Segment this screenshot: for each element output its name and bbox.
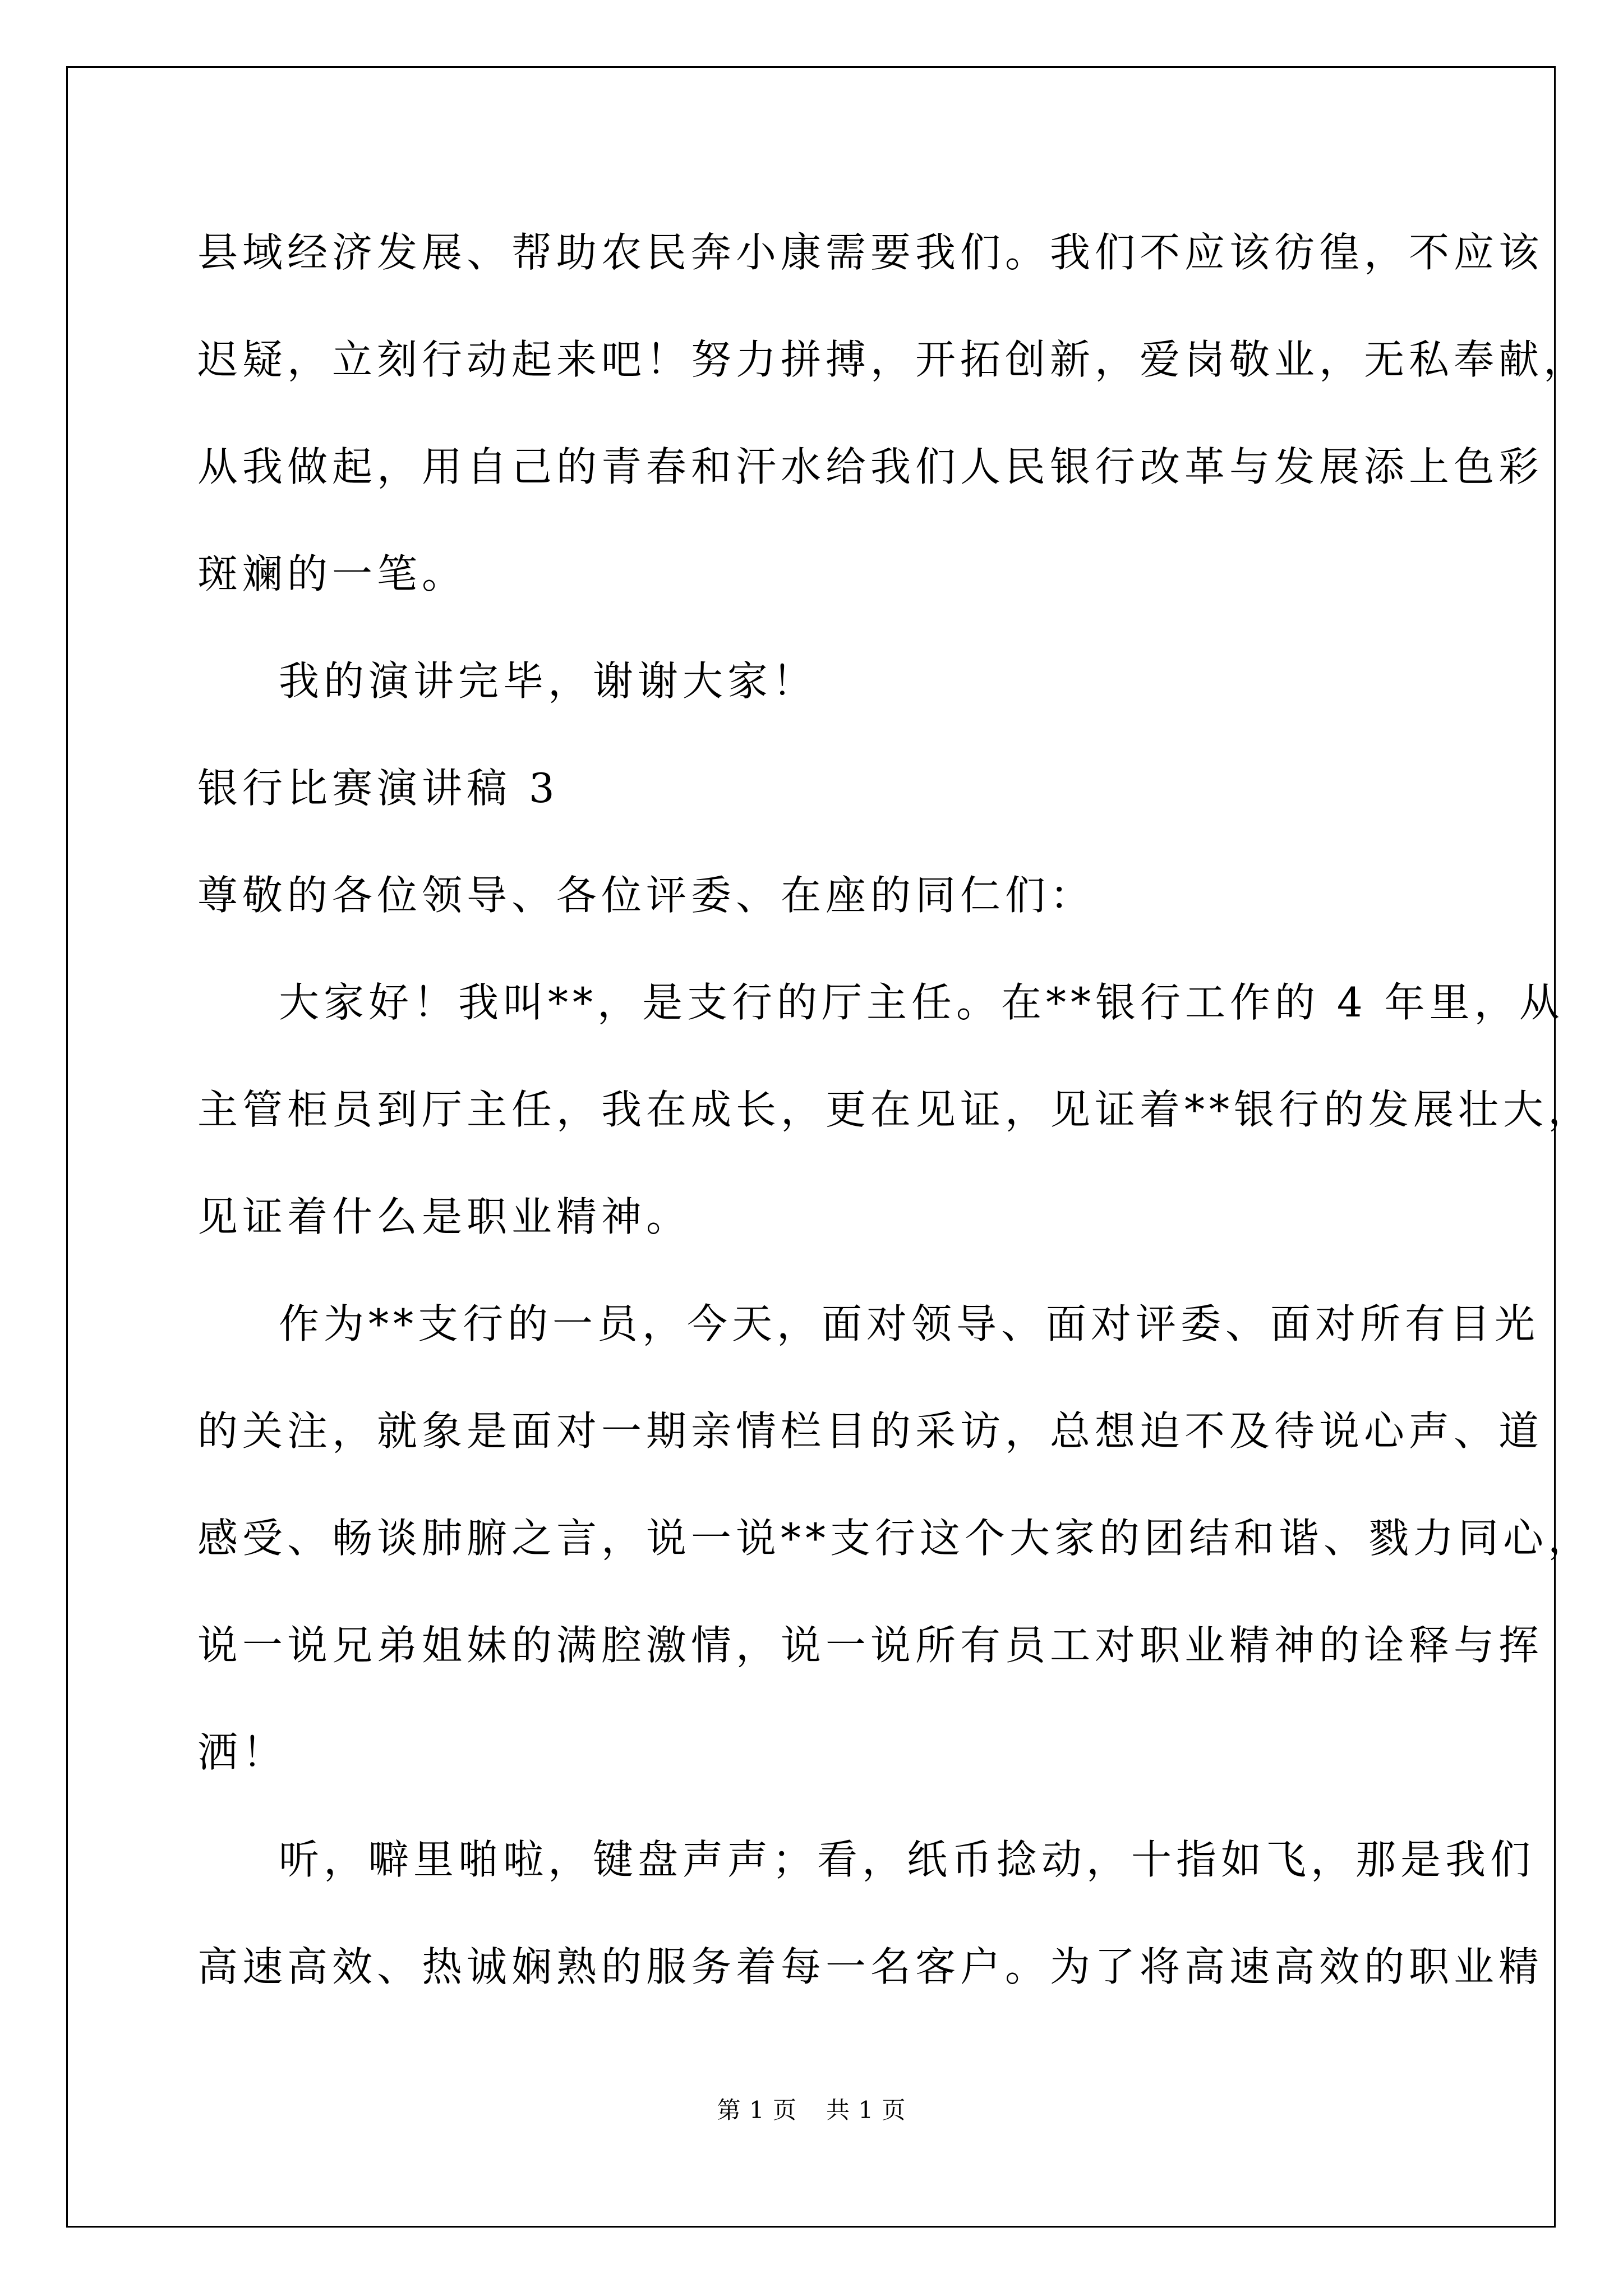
salutation: 尊敬的各位领导、各位评委、在座的同仁们： — [197, 872, 1095, 919]
page-footer — [0, 2093, 1623, 2127]
paragraph-line: 感受、畅谈肺腑之言，说一说**支行这个大家的团结和谐、戮力同心， — [197, 1515, 1593, 1562]
paragraph-line: 大家好！我叫**，是支行的厅主任。在**银行工作的 4 年里，从 — [279, 979, 1564, 1026]
paragraph-line: 作为**支行的一员，今天，面对领导、面对评委、面对所有目光 — [279, 1300, 1540, 1347]
paragraph-line: 见证着什么是职业精神。 — [197, 1193, 691, 1240]
section-heading: 银行比赛演讲稿 3 — [197, 765, 559, 812]
paragraph-line: 迟疑，立刻行动起来吧！努力拼搏，开拓创新，爱岗敬业，无私奉献， — [197, 336, 1589, 383]
document-body — [197, 199, 1593, 2021]
paragraph-line: 高速高效、热诚娴熟的服务着每一名客户。为了将高速高效的职业精 — [197, 1943, 1544, 1990]
paragraph-line: 从我做起，用自己的青春和汗水给我们人民银行改革与发展添上色彩 — [197, 443, 1544, 490]
paragraph-line: 主管柜员到厅主任，我在成长，更在见证，见证着**银行的发展壮大， — [197, 1086, 1593, 1133]
paragraph-line: 县域经济发展、帮助农民奔小康需要我们。我们不应该彷徨，不应该 — [197, 229, 1544, 276]
page-number: 第 1 页 — [717, 2096, 797, 2124]
paragraph-line: 我的演讲完毕，谢谢大家！ — [279, 657, 818, 705]
paragraph-line: 斑斓的一笔。 — [197, 550, 467, 597]
paragraph-line: 的关注，就象是面对一期亲情栏目的采访，总想迫不及待说心声、道 — [197, 1407, 1544, 1455]
paragraph-line: 说一说兄弟姐妹的满腔激情，说一说所有员工对职业精神的诠释与挥 — [197, 1622, 1544, 1669]
page-total: 共 1 页 — [826, 2096, 906, 2124]
paragraph-line: 洒！ — [197, 1729, 288, 1776]
paragraph-line: 听，噼里啪啦，键盘声声；看，纸币捻动，十指如飞，那是我们 — [279, 1836, 1536, 1883]
